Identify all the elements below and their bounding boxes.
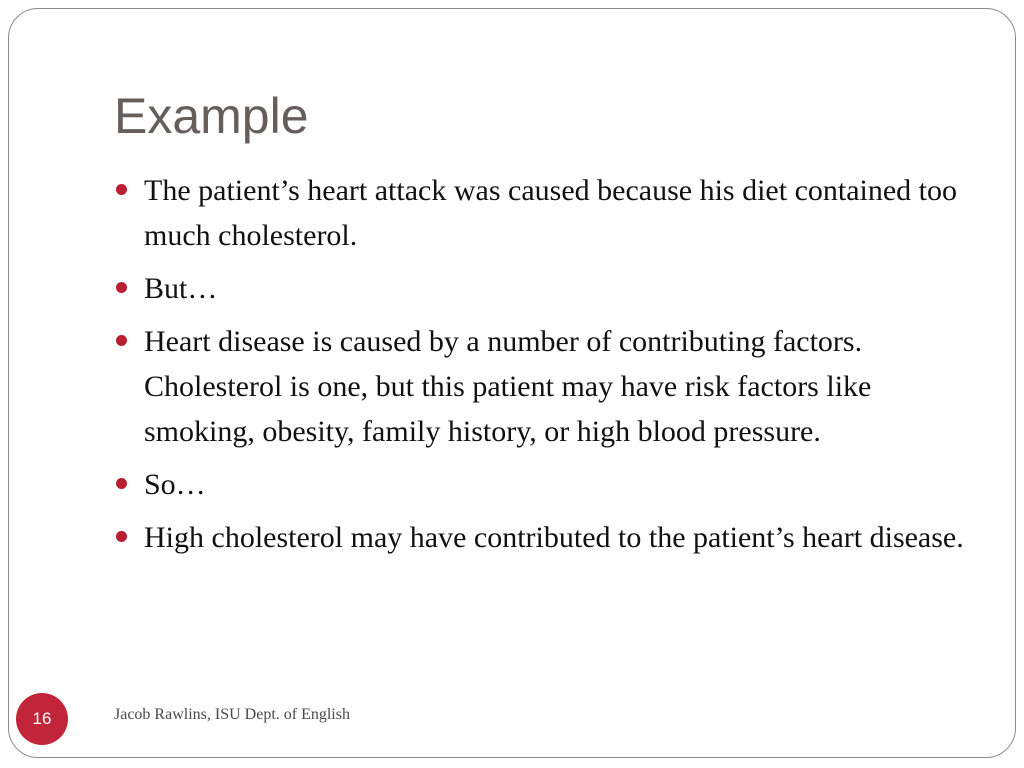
bullet-item [114,462,964,507]
bullet-text: But… [144,272,218,305]
bullet-text: Heart disease is caused by a number of contributing factors. Cholesterol is one, but this patient may have risk factors like smoking, obesity, family history, or high blood pressure. [144,325,872,448]
bullet-dot-icon [116,478,127,489]
bullet-dot-icon [116,335,127,346]
bullet-text: So… [144,468,206,501]
bullet-dot-icon [116,282,127,293]
bullet-item [114,168,964,258]
footer-credit: Jacob Rawlins, ISU Dept. of English [114,706,350,723]
slide-title: Example [114,88,309,144]
bullet-item [114,319,964,454]
page-number-badge: 16 [16,693,68,745]
bullet-text: High cholesterol may have contributed to the patient’s heart disease. [144,521,964,554]
bullet-list [114,168,964,568]
bullet-dot-icon [116,184,127,195]
bullet-item [114,266,964,311]
bullet-text: The patient’s heart attack was caused because his diet contained too much cholesterol. [144,174,958,252]
bullet-dot-icon [116,531,127,542]
bullet-item [114,515,964,560]
